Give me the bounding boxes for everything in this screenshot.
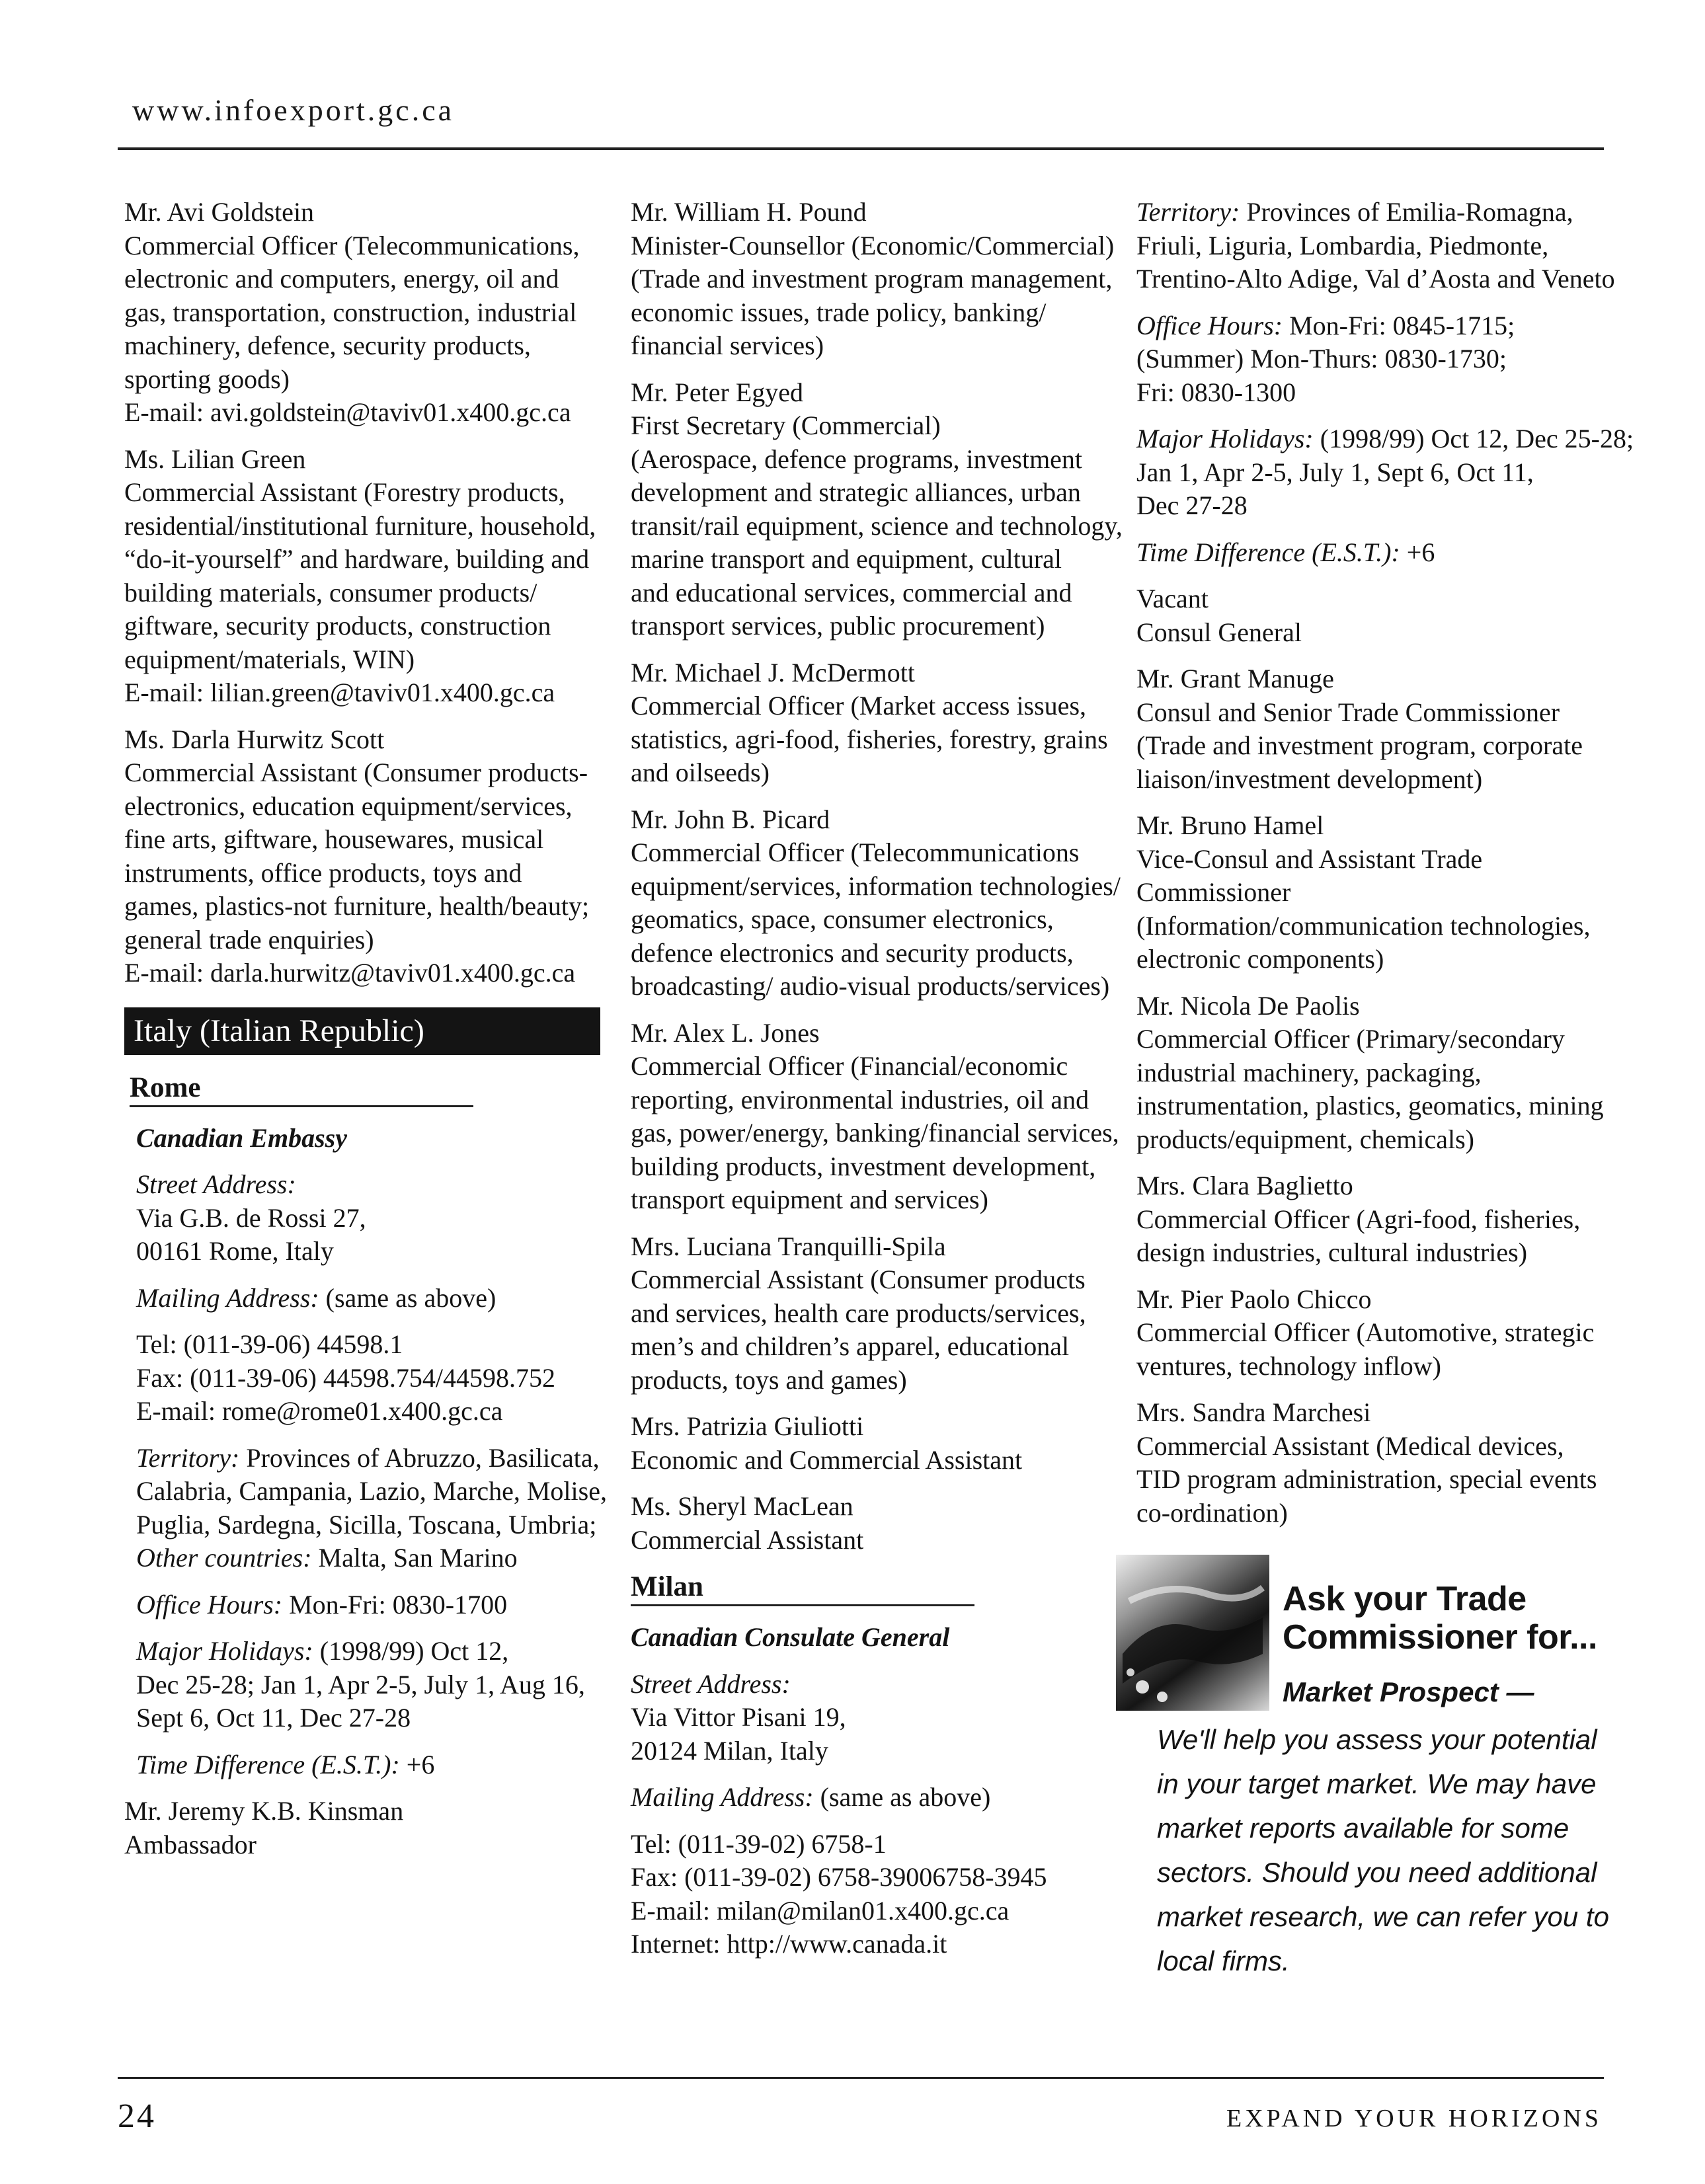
contact-name: Ms. Sheryl MacLean <box>631 1491 853 1521</box>
contact-line: general trade enquiries) <box>124 924 374 955</box>
contact-line: and educational services, commercial and <box>631 577 1072 607</box>
holidays-line: Sept 6, Oct 11, Dec 27-28 <box>136 1703 411 1733</box>
contact-email: E-mail: lilian.green@taviv01.x400.gc.ca <box>124 678 555 707</box>
contact-entry <box>631 1410 1107 1477</box>
mailing-address-label: Mailing Address: <box>631 1782 814 1812</box>
territory-line: Trentino-Alto Adige, Val d’Aosta and Veneto <box>1136 264 1615 293</box>
major-holidays <box>136 1635 600 1735</box>
contact-entry <box>124 443 600 710</box>
contact-line: products/equipment, chemicals) <box>1136 1124 1474 1154</box>
address-line: 00161 Rome, Italy <box>136 1236 334 1266</box>
contact-line: fine arts, giftware, housewares, musical <box>124 824 544 854</box>
callout-title-line: Ask your Trade <box>1283 1580 1527 1618</box>
territory-line: Calabria, Campania, Lazio, Marche, Molise, <box>136 1476 607 1506</box>
tel-line: Tel: (011-39-02) 6758-1 <box>631 1828 887 1859</box>
contact-line: men’s and children’s apparel, educational <box>631 1331 1070 1361</box>
callout-title <box>1283 1580 1613 1657</box>
contact-line: development and strategic alliances, urban <box>631 477 1081 507</box>
mailing-address <box>136 1282 600 1315</box>
contact-entry <box>631 1017 1119 1217</box>
contact-line: Commercial Officer (Financial/economic <box>631 1051 1068 1081</box>
contact-entry <box>631 376 1123 643</box>
mailing-address-label: Mailing Address: <box>136 1282 319 1313</box>
contact-entry <box>1136 1396 1612 1530</box>
contact-line: Commercial Officer (Telecommunications, <box>124 230 580 260</box>
contact-entry <box>124 196 600 430</box>
contact-line: (Aerospace, defence programs, investment <box>631 444 1083 474</box>
holidays-line: (1998/99) Oct 12, Dec 25-28; <box>1313 424 1634 453</box>
contact-line: gas, power/energy, banking/financial services, <box>631 1118 1119 1148</box>
contact-entry <box>631 196 1115 363</box>
time-difference-label: Time Difference (E.S.T.): <box>1136 537 1400 567</box>
contact-line: Minister-Counsellor (Economic/Commercial) <box>631 230 1115 260</box>
contact-line: products, toys and games) <box>631 1364 907 1395</box>
contact-line: First Secretary (Commercial) <box>631 410 941 440</box>
contact-line: (Trade and investment program, corporate <box>1136 730 1583 760</box>
time-difference-value: +6 <box>1400 537 1435 567</box>
contact-line: geomatics, space, consumer electronics, <box>631 904 1054 934</box>
contact-line: gas, transportation, construction, industrial <box>124 297 577 327</box>
contact-line: Commercial Officer (Telecommunications <box>631 838 1080 867</box>
contact-line: building materials, consumer products/ <box>124 577 537 607</box>
city-heading-milan: Milan <box>631 1570 974 1606</box>
contact-line: co-ordination) <box>1136 1497 1288 1528</box>
contact-name: Mr. Jeremy K.B. Kinsman <box>124 1796 404 1826</box>
market-prospect-text <box>1157 1717 1620 1983</box>
contact-entry <box>1136 1169 1612 1270</box>
contact-line: Commissioner <box>1136 877 1291 907</box>
callout-text-line: in your target market. We may have <box>1157 1768 1597 1799</box>
contact-line: transport equipment and services) <box>631 1185 988 1214</box>
time-difference-value: +6 <box>399 1749 435 1779</box>
contact-line: and services, health care products/services, <box>631 1298 1086 1328</box>
other-countries-label: Other countries: <box>136 1543 312 1573</box>
contact-line: TID program administration, special events <box>1136 1464 1597 1494</box>
contact-line: Commercial Assistant (Consumer products- <box>124 758 588 787</box>
territory-line: Friuli, Liguria, Lombardia, Piedmonte, <box>1136 230 1549 260</box>
contact-name: Mr. William H. Pound <box>631 197 867 227</box>
contact-line: Commercial Assistant (Medical devices, <box>1136 1430 1564 1461</box>
contact-line: design industries, cultural industries) <box>1136 1237 1528 1267</box>
address-line: Via G.B. de Rossi 27, <box>136 1202 366 1233</box>
contact-line: equipment/materials, WIN) <box>124 644 415 674</box>
contact-title: Ambassador <box>124 1829 257 1859</box>
contact-line: Commercial Officer (Agri-food, fisheries, <box>1136 1204 1581 1234</box>
contact-name: Mr. Nicola De Paolis <box>1136 990 1360 1021</box>
contact-entry <box>631 1230 1107 1397</box>
contact-line: instrumentation, plastics, geomatics, mining <box>1136 1091 1604 1120</box>
contact-name: Ms. Darla Hurwitz Scott <box>124 724 385 754</box>
contact-numbers <box>631 1828 1107 1961</box>
mailing-address-value: (same as above) <box>319 1282 496 1313</box>
contact-line: Economic and Commercial Assistant <box>631 1444 1023 1475</box>
office-name: Canadian Consulate General <box>631 1622 950 1652</box>
rome-office-details <box>124 1122 607 1782</box>
contact-name: Mrs. Sandra Marchesi <box>1136 1397 1371 1427</box>
contact-line: economic issues, trade policy, banking/ <box>631 297 1047 327</box>
contact-name: Mrs. Patrizia Giuliotti <box>631 1411 864 1441</box>
office-hours-label: Office Hours: <box>136 1589 283 1619</box>
handshake-image <box>1116 1555 1269 1711</box>
office-hours <box>136 1588 600 1622</box>
contact-line: building products, investment development, <box>631 1151 1096 1181</box>
contact-line: Commercial Assistant (Forestry products, <box>124 477 565 507</box>
contact-line: industrial machinery, packaging, <box>1136 1057 1482 1087</box>
contact-line: Commercial Assistant <box>631 1524 864 1555</box>
contact-line: giftware, security products, construction <box>124 611 551 641</box>
column-3 <box>1136 196 1634 1543</box>
contact-name: Mr. John B. Picard <box>631 804 830 834</box>
contact-line: electronics, education equipment/services, <box>124 791 573 821</box>
callout-text-line: We'll help you assess your potential <box>1157 1724 1597 1755</box>
column-2 <box>631 196 1123 1974</box>
contact-entry <box>631 803 1121 1003</box>
contact-line: ventures, technology inflow) <box>1136 1350 1441 1381</box>
contact-name: Vacant <box>1136 584 1209 613</box>
contact-line: reporting, environmental industries, oil and <box>631 1084 1090 1114</box>
contact-name: Mrs. Luciana Tranquilli-Spila <box>631 1231 946 1261</box>
column-1 <box>124 196 607 1875</box>
contact-name: Mr. Grant Manuge <box>1136 664 1334 693</box>
email-line: E-mail: milan@milan01.x400.gc.ca <box>631 1895 1010 1926</box>
contact-line: transport services, public procurement) <box>631 611 1045 641</box>
milan-office-details <box>631 1621 1107 1961</box>
time-difference-label: Time Difference (E.S.T.): <box>136 1749 400 1779</box>
street-address-label: Street Address: <box>136 1169 296 1199</box>
contact-line: broadcasting/ audio-visual products/services) <box>631 971 1110 1001</box>
contact-line: (Information/communication technologies, <box>1136 910 1591 941</box>
street-address <box>631 1668 1107 1768</box>
holidays-label: Major Holidays: <box>136 1636 313 1666</box>
contact-name: Mr. Alex L. Jones <box>631 1017 820 1048</box>
internet-link[interactable]: Internet: http://www.canada.it <box>631 1929 947 1959</box>
contact-line: Commercial Officer (Automotive, strategic <box>1136 1317 1595 1347</box>
contact-line: instruments, office products, toys and <box>124 857 522 888</box>
city-heading-rome: Rome <box>130 1071 473 1107</box>
callout-text-line: sectors. Should you need additional <box>1157 1857 1597 1888</box>
contact-entry <box>1136 582 1612 649</box>
holidays-line: (1998/99) Oct 12, <box>313 1636 509 1666</box>
territory-line: Provinces of Abruzzo, Basilicata, <box>239 1442 600 1473</box>
contact-line: liaison/investment development) <box>1136 763 1483 794</box>
page-number: 24 <box>118 2097 156 2135</box>
contact-name: Mr. Michael J. McDermott <box>631 657 915 687</box>
callout-text-line: market reports available for some <box>1157 1813 1569 1844</box>
territory <box>1136 196 1615 296</box>
contact-numbers <box>136 1328 600 1428</box>
contact-line: equipment/services, information technologies/ <box>631 871 1121 901</box>
office-hours-line: Fri: 0830-1300 <box>1136 377 1296 407</box>
contact-line: and oilseeds) <box>631 758 770 787</box>
holidays-line: Jan 1, Apr 2-5, July 1, Sept 6, Oct 11, <box>1136 457 1534 487</box>
contact-email: E-mail: darla.hurwitz@taviv01.x400.gc.ca <box>124 958 576 988</box>
contact-name: Mr. Bruno Hamel <box>1136 810 1324 840</box>
contact-name: Mrs. Clara Baglietto <box>1136 1171 1353 1200</box>
fax-line: Fax: (011-39-06) 44598.754/44598.752 <box>136 1362 556 1393</box>
footer-rule <box>118 2077 1604 2079</box>
office-hours-line: (Summer) Mon-Thurs: 0830-1730; <box>1136 344 1507 373</box>
street-address-label: Street Address: <box>631 1668 791 1699</box>
contact-line: financial services) <box>631 331 824 360</box>
contact-line: sporting goods) <box>124 364 290 394</box>
office-hours-line: Mon-Fri: 0845-1715; <box>1283 310 1515 340</box>
territory-line: Puglia, Sardegna, Sicilla, Toscana, Umbria; <box>136 1509 597 1540</box>
contact-line: residential/institutional furniture, household, <box>124 510 596 541</box>
contact-name: Ms. Lilian Green <box>124 444 306 474</box>
site-url[interactable]: www.infoexport.gc.ca <box>132 93 455 127</box>
contact-email: E-mail: avi.goldstein@taviv01.x400.gc.ca <box>124 397 571 427</box>
office-hours <box>1136 309 1612 410</box>
callout-text-line: local firms. <box>1157 1945 1290 1976</box>
address-line: 20124 Milan, Italy <box>631 1735 828 1766</box>
mailing-address-value: (same as above) <box>813 1782 991 1812</box>
contact-line: machinery, defence, security products, <box>124 331 531 360</box>
ambassador-entry <box>124 1795 600 1861</box>
contact-entry <box>124 723 600 990</box>
contact-line: (Trade and investment program management, <box>631 264 1113 293</box>
contact-name: Mr. Avi Goldstein <box>124 197 315 227</box>
contact-entry <box>1136 1283 1612 1384</box>
contact-line: defence electronics and security products, <box>631 937 1074 968</box>
fax-line: Fax: (011-39-02) 6758-39006758-3945 <box>631 1862 1047 1892</box>
contact-line: Commercial Assistant (Consumer products <box>631 1265 1086 1294</box>
contact-entry <box>1136 809 1612 976</box>
other-countries-value: Malta, San Marino <box>311 1543 518 1573</box>
contact-entry <box>1136 662 1612 796</box>
territory <box>136 1442 607 1575</box>
time-difference <box>1136 536 1612 570</box>
contact-line: “do-it-yourself” and hardware, building and <box>124 544 590 574</box>
street-address <box>136 1168 600 1268</box>
market-prospect-heading: Market Prospect — <box>1283 1676 1534 1707</box>
major-holidays <box>1136 422 1634 523</box>
contact-line: games, plastics-not furniture, health/beauty; <box>124 891 590 921</box>
email-line: E-mail: rome@rome01.x400.gc.ca <box>136 1396 503 1426</box>
office-hours-label: Office Hours: <box>1136 310 1283 340</box>
office-hours-value: Mon-Fri: 0830-1700 <box>282 1589 508 1619</box>
callout-text-line: market research, we can refer you to <box>1157 1901 1609 1932</box>
address-line: Via Vittor Pisani 19, <box>631 1702 846 1732</box>
callout-title-line: Commissioner for... <box>1283 1618 1597 1657</box>
contact-entry <box>631 1490 1107 1557</box>
country-heading: Italy (Italian Republic) <box>124 1007 600 1055</box>
holidays-line: Dec 25-28; Jan 1, Apr 2-5, July 1, Aug 16, <box>136 1669 585 1699</box>
contact-line: electronic components) <box>1136 944 1384 974</box>
contact-entry <box>1136 990 1612 1157</box>
contact-line: Commercial Officer (Market access issues, <box>631 691 1087 721</box>
contact-line: transit/rail equipment, science and technology, <box>631 510 1123 541</box>
tel-line: Tel: (011-39-06) 44598.1 <box>136 1329 403 1359</box>
territory-label: Territory: <box>1136 197 1240 227</box>
contact-line: statistics, agri-food, fisheries, forestry, grains <box>631 724 1108 754</box>
office-name: Canadian Embassy <box>136 1122 347 1153</box>
contact-name: Mr. Pier Paolo Chicco <box>1136 1284 1372 1314</box>
holidays-label: Major Holidays: <box>1136 424 1314 453</box>
mailing-address <box>631 1781 1107 1814</box>
contact-line: Consul and Senior Trade Commissioner <box>1136 697 1560 727</box>
contact-line: Consul General <box>1136 617 1302 647</box>
time-difference <box>136 1748 600 1782</box>
holidays-line: Dec 27-28 <box>1136 490 1248 520</box>
contact-line: electronic and computers, energy, oil and <box>124 264 559 293</box>
territory-label: Territory: <box>136 1442 240 1473</box>
contact-line: marine transport and equipment, cultural <box>631 544 1062 574</box>
contact-line: Vice-Consul and Assistant Trade <box>1136 843 1483 874</box>
header-rule <box>118 147 1604 150</box>
contact-line: Commercial Officer (Primary/secondary <box>1136 1024 1565 1054</box>
footer-title: EXPAND YOUR HORIZONS <box>1226 2105 1602 2132</box>
contact-entry <box>631 656 1107 790</box>
contact-name: Mr. Peter Egyed <box>631 377 804 407</box>
territory-line: Provinces of Emilia-Romagna, <box>1240 197 1573 227</box>
